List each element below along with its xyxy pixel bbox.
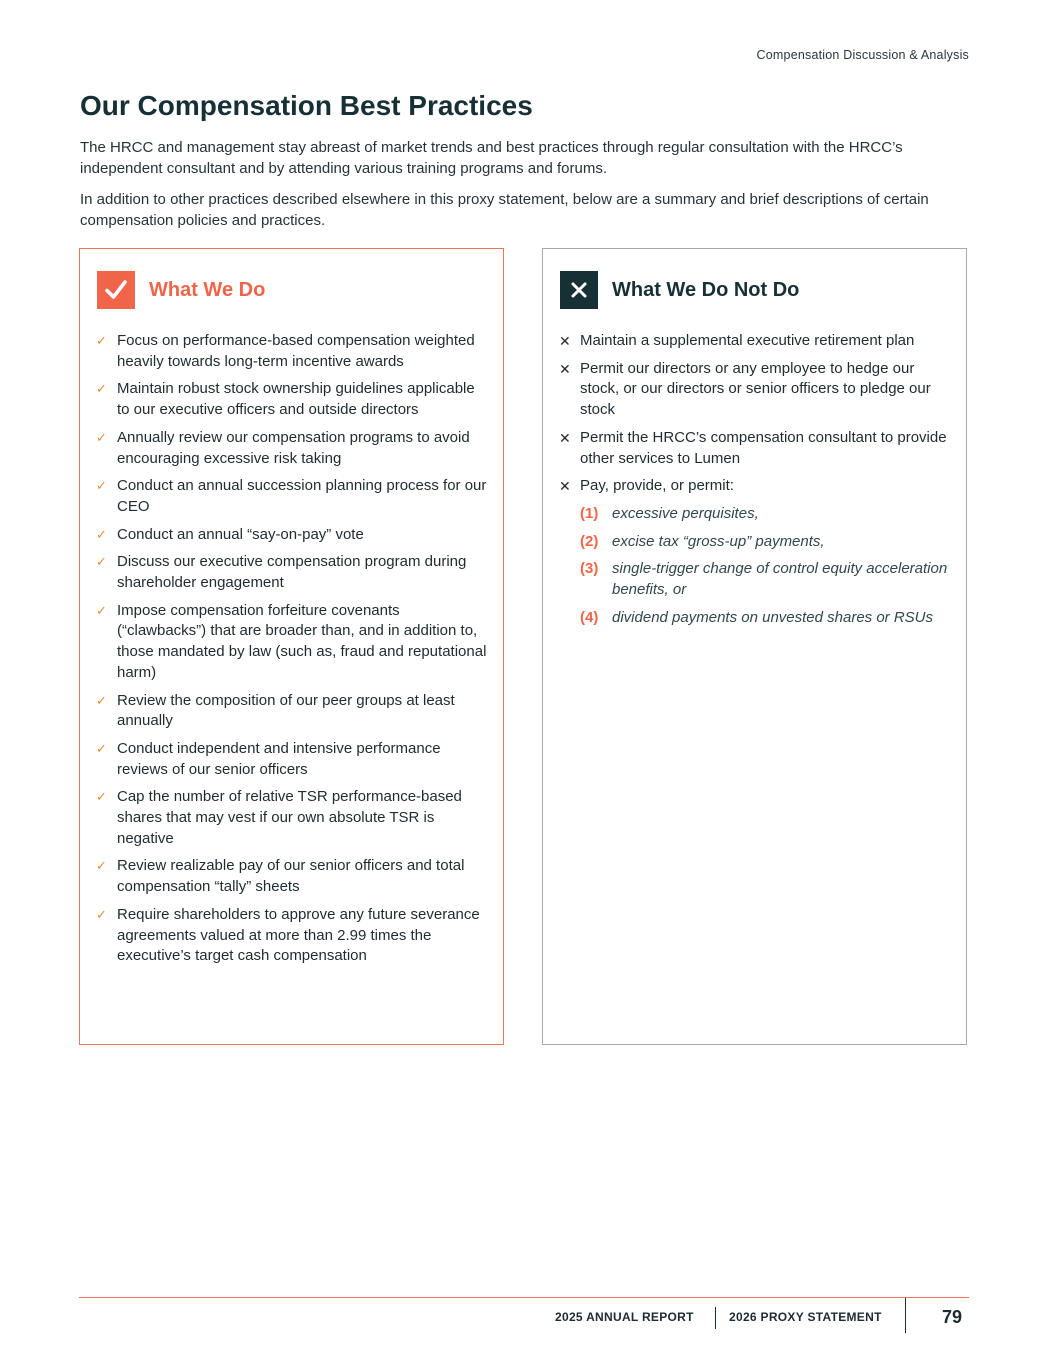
check-icon: ✓	[96, 478, 107, 494]
sub-item-number: (3)	[580, 560, 599, 578]
sub-list-item: (1) excessive perquisites,	[580, 504, 952, 525]
intro-paragraph-2: In addition to other practices described elsewhere in this proxy statement, below are a summary and brief descriptions of certain compensation policies and practices.	[80, 191, 929, 229]
list-item: ✓ Require shareholders to approve any future severance agreements valued at more than 2.99 times the executive’s target cash compensation	[96, 905, 480, 965]
what-we-do-not-do-title: What We Do Not Do	[612, 278, 800, 301]
page-number: 79	[942, 1307, 963, 1327]
check-icon: ✓	[96, 602, 107, 618]
what-we-do-header	[97, 271, 265, 309]
list-item: ✓ Cap the number of relative TSR performance-based shares that may vest if our own absolute TSR is negative	[96, 788, 462, 847]
footer-separator	[715, 1307, 716, 1329]
check-icon: ✓	[96, 429, 107, 445]
list-item: ✓ Review the composition of our peer groups at least annually	[96, 691, 455, 730]
x-icon: ✕	[559, 333, 571, 349]
list-item: ✓ Maintain robust stock ownership guidelines applicable to our executive officers and outside directors	[96, 380, 475, 419]
list-item: ✓ Conduct an annual “say-on-pay” vote	[96, 525, 489, 546]
x-badge-icon	[560, 271, 598, 309]
check-icon: ✓	[96, 740, 107, 756]
sub-list	[580, 504, 952, 629]
what-we-do-not-do-header	[560, 271, 799, 309]
what-we-do-list	[96, 331, 489, 974]
list-item: ✕ Permit the HRCC’s compensation consultant to provide other services to Lumen	[559, 428, 947, 467]
intro-paragraph-1: The HRCC and management stay abreast of market trends and best practices through regular consultation with the HRCC’s independent consultant and by attending various training programs and forums.	[80, 139, 903, 177]
check-icon: ✓	[96, 526, 107, 542]
running-header: Compensation Discussion & Analysis	[756, 48, 969, 62]
list-item: ✓ Annually review our compensation programs to avoid encouraging excessive risk taking	[96, 428, 470, 467]
footer-annual-report: 2025 ANNUAL REPORT	[555, 1310, 694, 1324]
list-item: ✕ Pay, provide, or permit: (1) excessive perquisites, (2) excise tax “gross-up” payments, (3) single-trigger change of control equity acceleration benefits, or (4) dividend payments on unvested shares or RSUs	[559, 476, 952, 628]
sub-item-number: (2)	[580, 532, 599, 550]
what-we-do-not-do-list	[559, 331, 952, 635]
check-icon: ✓	[96, 692, 107, 708]
list-item: ✕ Maintain a supplemental executive retirement plan	[559, 331, 952, 352]
x-icon: ✕	[559, 429, 571, 446]
list-item: ✕ Permit our directors or any employee to hedge our stock, or our directors or senior officers to pledge our stock	[559, 359, 931, 419]
sub-item-number: (4)	[580, 608, 599, 626]
check-icon: ✓	[96, 858, 107, 874]
list-item: ✓ Conduct an annual succession planning process for our CEO	[96, 477, 487, 515]
page-title: Our Compensation Best Practices	[80, 90, 533, 121]
checkmark-badge-icon	[97, 271, 135, 309]
check-icon: ✓	[96, 906, 107, 922]
sub-list-item: (2) excise tax “gross-up” payments,	[580, 532, 952, 553]
check-icon: ✓	[96, 789, 107, 805]
footer-separator	[905, 1298, 906, 1333]
list-item: ✓ Review realizable pay of our senior officers and total compensation “tally” sheets	[96, 857, 465, 896]
sub-list-item: (4) dividend payments on unvested shares or RSUs	[580, 608, 952, 629]
check-icon: ✓	[96, 333, 107, 348]
sub-item-number: (1)	[580, 504, 599, 522]
what-we-do-not-do-panel	[542, 248, 967, 1045]
list-item: ✓ Impose compensation forfeiture covenants (“clawbacks”) that are broader than, and in addition to, those mandated by law (such as, fraud and reputational harm)	[96, 601, 487, 681]
what-we-do-panel	[79, 248, 504, 1045]
list-item: ✓ Discuss our executive compensation program during shareholder engagement	[96, 553, 467, 592]
what-we-do-title: What We Do	[149, 278, 266, 301]
sub-list-item: (3) single-trigger change of control equity acceleration benefits, or	[580, 560, 948, 599]
list-item: ✓ Focus on performance-based compensation weighted heavily towards long-term incentive awards	[96, 332, 475, 370]
x-icon: ✕	[559, 360, 571, 377]
list-item: ✓ Conduct independent and intensive performance reviews of our senior officers	[96, 739, 441, 778]
footer-proxy-statement: 2026 PROXY STATEMENT	[729, 1310, 882, 1324]
check-icon: ✓	[96, 381, 107, 397]
check-icon: ✓	[96, 554, 107, 570]
x-icon: ✕	[559, 478, 571, 495]
footer-divider	[79, 1297, 969, 1298]
